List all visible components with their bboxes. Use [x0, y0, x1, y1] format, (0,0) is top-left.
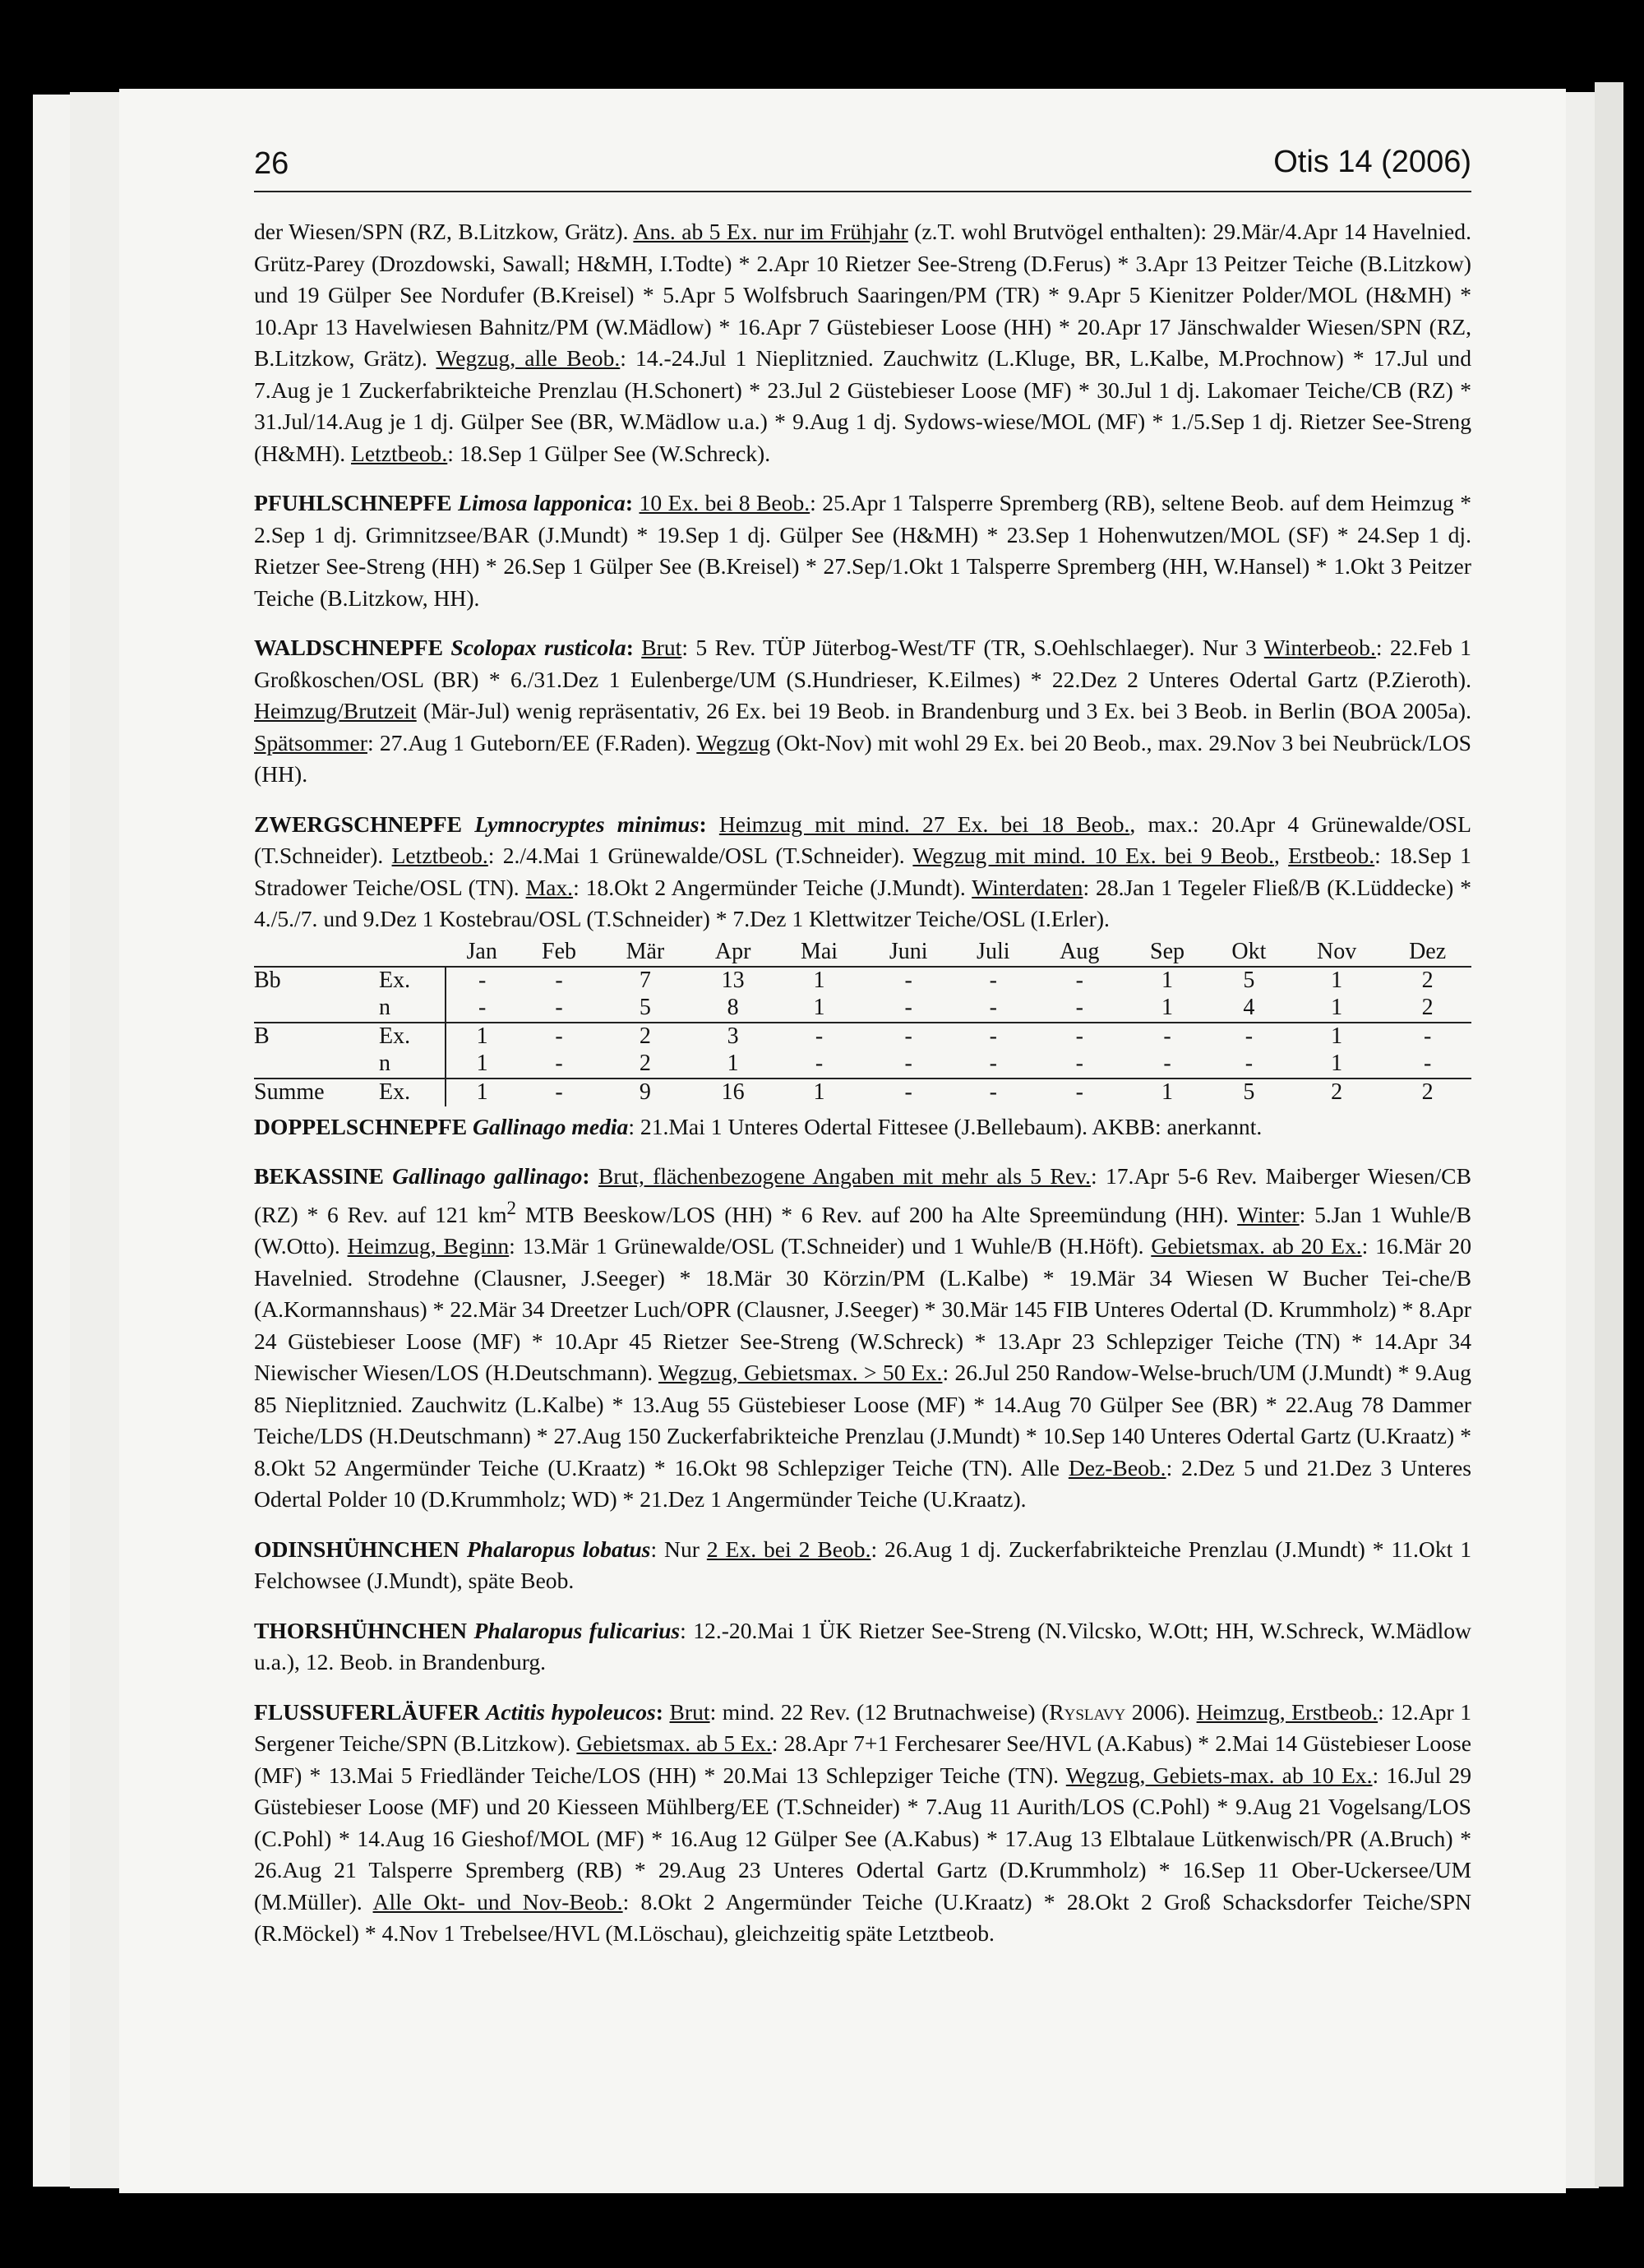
month-header: Feb	[518, 939, 599, 967]
table-cell: -	[1075, 1023, 1083, 1049]
table-cell: 4	[1208, 995, 1290, 1023]
table-cell: 1	[690, 1051, 775, 1079]
table-cell: -	[1032, 1051, 1126, 1079]
scientific-name: Phalaropus fulicarius	[473, 1617, 681, 1643]
table-cell: 1	[813, 1079, 825, 1105]
row-label: Summe	[254, 1079, 325, 1105]
species-entry-bekassine: BEKASSINE Gallinago gallinago: Brut, flächenbezogene Angaben mit mehr als 5 Rev.: 17.Apr 5-6 Rev. Maiberger Wiesen/CB (RZ) * 6 Rev. auf 121 $km^2$ MTB Beeskow/LOS (HH) * 6 Rev. auf 200 ha Alte Spreemündung (HH). Winter: 5.Jan 1 Wuhle/B (W.Otto). Heimzug, Beginn: 13.Mär 1 Grünewalde/OSL (T.Schneider) und 1 Wuhle/B (H.Höft). Gebietsmax. ab 20 Ex.: 16.Mär 20 Havelnied. Strodehne (Clausner, J.Seeger) * 18.Mär 30 Körzin/PM (L.Kalbe) * 19.Mär 34 Wiesen W Bucher Tei-che/B (A.Kormannshaus) * 22.Mär 34 Dreetzer Luch/OPR (Clausner, J.Seeger) * 30.Mär 145 FIB Unteres Odertal (D. Krummholz) * 8.Apr 24 Güstebieser Loose (MF) * 10.Apr 45 Rietzer See-Streng (W.Schreck) * 13.Apr 23 Schlepziger Teiche (TN) * 14.Apr 34 Niewischer Wiesen/LOS (H.Deutschmann). Wegzug, Gebietsmax. > 50 Ex.: 26.Jul 250 Randow-Welse-bruch/UM (J.Mundt) * 9.Aug 85 Nieplitznied. Zauchwitz (L.Kalbe) * 13.Aug 55 Güstebieser Loose (MF) * 14.Aug 70 Gülper See (BR) * 22.Aug 78 Dammer Teiche/LDS (H.Deutschmann) * 27.Aug 150 Zuckerfabrikteiche Prenzlau (J.Mundt) * 10.Sep 140 Unteres Odertal Gartz (U.Kraatz) * 8.Okt 52 Angermünder Teiche (U.Kraatz) * 16.Okt 98 Schlepziger Teiche (TN). Alle Dez-Beob.: 2.Dez 5 und 21.Dez 3 Unteres Odertal Polder 10 (D.Krummholz; WD) * 21.Dez 1 Angermünder Teiche (U.Kraatz).	[254, 1163, 1472, 1513]
table-header-row	[254, 939, 1471, 967]
table-row	[254, 1023, 1471, 1051]
table-cell: 1	[1161, 968, 1173, 993]
species-name: WALDSCHNEPFE	[254, 635, 451, 660]
table-cell: 16	[721, 1079, 745, 1105]
species-name: PFUHLSCHNEPFE	[254, 490, 459, 515]
scientific-name: Actitis hypoleucos	[485, 1698, 656, 1725]
scientific-name: Gallinago gallinago	[392, 1163, 583, 1189]
table-cell: 1	[813, 968, 825, 993]
table-cell: -	[518, 995, 599, 1023]
table-cell: -	[989, 968, 997, 993]
table-cell: -	[1423, 1023, 1432, 1049]
table-cell: -	[1126, 1051, 1208, 1079]
scientific-name: Lymnocryptes minimus	[474, 811, 700, 837]
species-entry-thorshuehnchen: THORSHÜHNCHEN Phalaropus fulicarius: 12.-20.Mai 1 ÜK Rietzer See-Streng (N.Vilcsko, W.Ott; HH, W.Schreck, W.Mädlow u.a.), 12. Beob. in Brandenburg.	[254, 1617, 1471, 1675]
scientific-name: Gallinago media	[473, 1113, 629, 1139]
table-cell: 13	[721, 968, 745, 993]
table-cell: -	[555, 968, 563, 993]
month-header: Sep	[1126, 939, 1208, 967]
table-cell: -	[555, 1023, 563, 1049]
table-cell: -	[904, 1079, 912, 1105]
species-entry-doppelschnepfe: DOPPELSCHNEPFE Gallinago media: 21.Mai 1 Unteres Odertal Fittesee (J.Bellebaum). AKBB: anerkannt.	[254, 1113, 1263, 1139]
table-cell: 1	[446, 1051, 518, 1079]
table-row	[254, 967, 1471, 995]
table-cell: 7	[639, 968, 651, 993]
table-cell: -	[815, 1023, 824, 1049]
table-cell: 2	[1331, 1079, 1343, 1105]
table-cell: 5	[1243, 1079, 1255, 1105]
row-label	[254, 1051, 379, 1079]
table-cell: 3	[727, 1023, 739, 1049]
table-cell: 9	[639, 1079, 651, 1105]
table-cell: 1	[1331, 1023, 1343, 1049]
table-cell: -	[863, 995, 954, 1023]
next-page-edge	[1595, 82, 1623, 2187]
month-header: Nov	[1290, 939, 1383, 967]
row-label	[254, 995, 379, 1023]
table-cell: 2	[600, 1051, 690, 1079]
paragraph-continued: der Wiesen/SPN (RZ, B.Litzkow, Grätz). Ans. ab 5 Ex. nur im Frühjahr (z.T. wohl Brutvögel enthalten): 29.Mär/4.Apr 14 Havelnied. Grütz-Parey (Drozdowski, Sawall; H&MH, I.Todte) * 2.Apr 10 Rietzer See-Streng (D.Ferus) * 3.Apr 13 Peitzer Teiche (B.Litzkow) und 19 Gülper See Nordufer (B.Kreisel) * 5.Apr 5 Wolfsbruch Saaringen/PM (TR) * 9.Apr 5 Kienitzer Polder/MOL (H&MH) * 10.Apr 13 Havelwiesen Bahnitz/PM (W.Mädlow) * 16.Apr 7 Güstebieser Loose (HH) * 20.Apr 17 Jänschwalder Wiesen/SPN (RZ, B.Litzkow, Grätz). Wegzug, alle Beob.: 14.-24.Jul 1 Nieplitznied. Zauchwitz (L.Kluge, BR, L.Kalbe, M.Prochnow) * 17.Jul und 7.Aug je 1 Zuckerfabrikteiche Prenzlau (H.Schonert) * 23.Jul 2 Güstebieser Loose (MF) * 30.Jul 1 dj. Lakomaer Teiche/CB (RZ) * 31.Jul/14.Aug je 1 dj. Gülper See (BR, W.Mädlow u.a.) * 9.Aug 1 dj. Sydows-wiese/MOL (MF) * 1./5.Sep 1 dj. Rietzer See-Streng (H&MH). Letztbeob.: 18.Sep 1 Gülper See (W.Schreck).	[254, 219, 1472, 466]
table-cell: 8	[690, 995, 775, 1023]
month-header: Aug	[1032, 939, 1126, 967]
table-cell: -	[1245, 1023, 1254, 1049]
table-cell: -	[518, 1051, 599, 1079]
table-cell: 1	[1161, 1079, 1173, 1105]
table-cell: -	[863, 1051, 954, 1079]
species-name: THORSHÜHNCHEN	[254, 1617, 474, 1643]
month-header: Okt	[1208, 939, 1290, 967]
table-cell: -	[1383, 1051, 1471, 1079]
month-header: Mär	[600, 939, 690, 967]
row-sublabel: Ex.	[379, 1023, 446, 1051]
table-cell: 1	[476, 1079, 488, 1105]
table-cell: 1	[476, 1023, 488, 1049]
table-cell: 1	[1290, 995, 1383, 1023]
table-row-total	[254, 1079, 1471, 1106]
species-entry-odinshuehnchen: ODINSHÜHNCHEN Phalaropus lobatus: Nur 2 Ex. bei 2 Beob.: 26.Aug 1 dj. Zuckerfabrikteiche Prenzlau (J.Mundt) * 11.Okt 1 Felchowsee (J.Mundt), späte Beob.	[254, 1536, 1471, 1594]
month-header: Dez	[1383, 939, 1471, 967]
table-cell: 2	[1421, 968, 1434, 993]
species-entry-flussuferlaeufer: FLUSSUFERLÄUFER Actitis hypoleucos: Brut: mind. 22 Rev. (12 Brutnachweise) (Ryslavy 2006). Heimzug, Erstbeob.: 12.Apr 1 Sergener Teiche/SPN (B.Litzkow). Gebietsmax. ab 5 Ex.: 28.Apr 7+1 Ferchesarer See/HVL (A.Kabus) * 2.Mai 14 Güstebieser Loose (MF) * 13.Mai 5 Friedländer Teiche/LOS (HH) * 20.Mai 13 Schlepziger Teiche (TN). Wegzug, Gebiets-max. ab 10 Ex.: 16.Jul 29 Güstebieser Loose (MF) und 20 Kiesseen Mühlberg/EE (T.Schneider) * 7.Aug 11 Aurith/LOS (C.Pohl) * 9.Aug 21 Vogelsang/LOS (C.Pohl) * 14.Aug 16 Gieshof/MOL (MF) * 16.Aug 12 Gülper See (A.Kabus) * 17.Aug 13 Elbtalaue Lütkenwisch/PR (A.Bruch) * 26.Aug 21 Talsperre Spremberg (RB) * 29.Aug 23 Unteres Odertal Gartz (D.Krummholz) * 16.Sep 11 Ober-Uckersee/UM (M.Müller). Alle Okt- und Nov-Beob.: 8.Okt 2 Angermünder Teiche (U.Kraatz) * 28.Okt 2 Groß Schacksdorfer Teiche/SPN (R.Möckel) * 4.Nov 1 Trebelsee/HVL (M.Löschau), gleichzeitig späte Letztbeob.	[254, 1698, 1472, 1947]
month-header: Apr	[690, 939, 775, 967]
journal-title: Otis 14 (2006)	[1273, 145, 1471, 179]
table-cell: 1	[1290, 1051, 1383, 1079]
month-header: Jan	[446, 939, 518, 967]
table-cell: -	[555, 1079, 563, 1105]
table-cell: 1	[1331, 968, 1343, 993]
species-entry-waldschnepfe: WALDSCHNEPFE Scolopax rusticola: Brut: 5 Rev. TÜP Jüterbog-West/TF (TR, S.Oehlschlaeger). Nur 3 Winterbeob.: 22.Feb 1 Großkoschen/OSL (BR) * 6./31.Dez 1 Eulenberge/UM (S.Hundrieser, K.Eilmes) * 22.Dez 2 Unteres Odertal Gartz (P.Zieroth). Heimzug/Brutzeit (Mär-Jul) wenig repräsentativ, 26 Ex. bei 19 Beob. in Brandenburg und 3 Ex. bei 3 Beob. in Berlin (BOA 2005a). Spätsommer: 27.Aug 1 Guteborn/EE (F.Raden). Wegzug (Okt-Nov) mit wohl 29 Ex. bei 20 Beob., max. 29.Nov 3 bei Neubrück/LOS (HH).	[254, 635, 1472, 787]
table-cell: -	[1075, 968, 1083, 993]
monthly-observation-table	[254, 939, 1471, 1106]
table-cell: -	[1208, 1051, 1290, 1079]
species-name: FLUSSUFERLÄUFER	[254, 1698, 486, 1725]
table-cell: -	[1075, 1079, 1083, 1105]
table-cell: -	[989, 1079, 997, 1105]
species-entry-zwergschnepfe: ZWERGSCHNEPFE Lymnocryptes minimus: Heimzug mit mind. 27 Ex. bei 18 Beob., max.: 20.Apr 4 Grünewalde/OSL (T.Schneider). Letztbeob.: 2./4.Mai 1 Grünewalde/OSL (T.Schneider). Wegzug mit mind. 10 Ex. bei 9 Beob., Erstbeob.: 18.Sep 1 Stradower Teiche/OSL (TN). Max.: 18.Okt 2 Angermünder Teiche (J.Mundt). Winterdaten: 28.Jan 1 Tegeler Fließ/B (K.Lüddecke) * 4./5./7. und 9.Dez 1 Kostebrau/OSL (T.Schneider) * 7.Dez 1 Klettwitzer Teiche/OSL (I.Erler).	[254, 811, 1471, 931]
species-entry-pfuhlschnepfe: PFUHLSCHNEPFE Limosa lapponica: 10 Ex. bei 8 Beob.: 25.Apr 1 Talsperre Spremberg (RB), seltene Beob. auf dem Heimzug * 2.Sep 1 dj. Grimnitzsee/BAR (J.Mundt) * 19.Sep 1 dj. Gülper See (H&MH) * 23.Sep 1 Hohenwutzen/MOL (SF) * 24.Sep 1 dj. Rietzer See-Streng (HH) * 26.Sep 1 Gülper See (B.Kreisel) * 27.Sep/1.Okt 1 Talsperre Spremberg (HH, W.Hansel) * 1.Okt 3 Peitzer Teiche (B.Litzkow, HH).	[254, 490, 1471, 611]
row-sublabel: Ex.	[379, 1079, 446, 1106]
scientific-name: Phalaropus lobatus	[466, 1536, 651, 1562]
row-sublabel: Ex.	[379, 967, 446, 995]
species-name: BEKASSINE	[254, 1163, 393, 1189]
table-cell: -	[989, 1023, 997, 1049]
table-cell: 1	[775, 995, 863, 1023]
table-cell: -	[954, 995, 1032, 1023]
table-cell: -	[1032, 995, 1126, 1023]
table-cell: 2	[1421, 1079, 1434, 1105]
page-number: 26	[254, 146, 289, 181]
table-cell: 5	[1243, 968, 1255, 993]
scientific-name: Limosa lapponica	[458, 490, 626, 515]
table-cell: -	[904, 968, 912, 993]
table-cell: -	[775, 1051, 863, 1079]
row-sublabel: n	[379, 995, 446, 1023]
species-name: ZWERGSCHNEPFE	[254, 811, 475, 837]
species-name: DOPPELSCHNEPFE	[254, 1113, 473, 1139]
table-cell: -	[954, 1051, 1032, 1079]
table-row	[254, 1051, 1471, 1079]
month-header: Mai	[775, 939, 863, 967]
table-cell: -	[478, 968, 487, 993]
article-body	[254, 216, 1471, 1950]
row-label: Bb	[254, 968, 281, 993]
table-cell: 2	[1383, 995, 1471, 1023]
table-cell: -	[446, 995, 518, 1023]
table-cell: 1	[1126, 995, 1208, 1023]
row-sublabel: n	[379, 1051, 446, 1079]
table-cell: 5	[600, 995, 690, 1023]
table-cell: -	[904, 1023, 912, 1049]
scientific-name: Scolopax rusticola	[450, 635, 626, 660]
species-name: ODINSHÜHNCHEN	[254, 1536, 467, 1562]
table-cell: 2	[639, 1023, 651, 1049]
month-header: Juni	[863, 939, 954, 967]
table-cell: -	[1163, 1023, 1171, 1049]
month-header: Juli	[954, 939, 1032, 967]
running-header	[254, 140, 1471, 192]
row-label: B	[254, 1023, 270, 1049]
table-row	[254, 995, 1471, 1023]
